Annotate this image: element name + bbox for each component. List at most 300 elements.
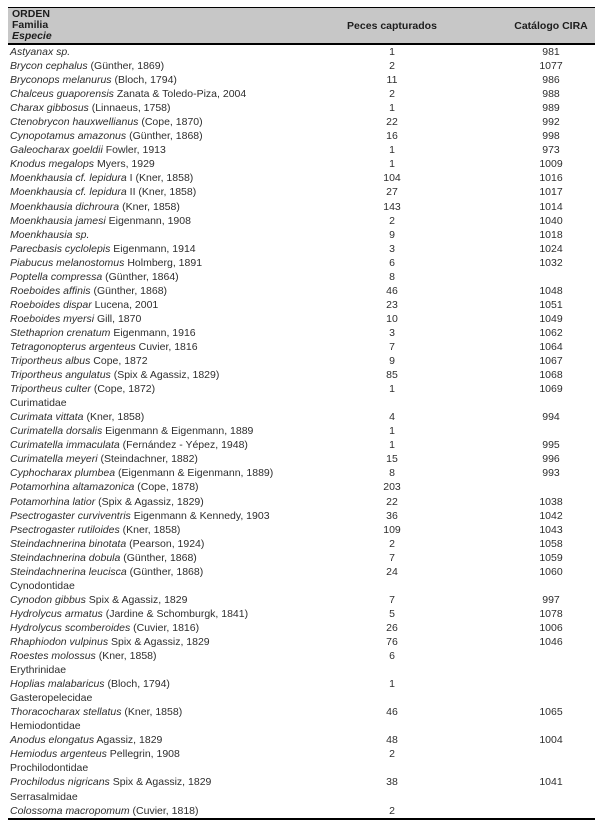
captured-count-cell: 9 <box>389 355 395 368</box>
catalog-number-cell: 1048 <box>539 284 563 297</box>
species-scientific-name: Moenkhausia sp. <box>10 228 90 241</box>
species-name-cell <box>8 186 330 198</box>
author-citation: (Spix & Agassiz, 1829) <box>110 369 220 382</box>
species-name-cell <box>8 299 330 311</box>
author-citation: (Spix & Agassiz, 1829) <box>95 495 204 508</box>
species-scientific-name: Galeocharax goeldii <box>10 144 103 157</box>
catalog-number-cell: 988 <box>542 88 560 101</box>
captured-count-cell: 16 <box>386 130 398 143</box>
table-row <box>8 607 595 621</box>
captured-count-cell: 23 <box>386 298 398 311</box>
author-citation: I (Kner, 1858) <box>126 172 194 185</box>
captured-count-cell: 46 <box>386 706 398 719</box>
author-citation: Zanata & Toledo-Piza, 2004 <box>113 88 247 101</box>
species-scientific-name: Hydrolycus armatus <box>10 607 103 620</box>
family-name-cell <box>8 692 330 704</box>
table-row <box>8 649 595 663</box>
captured-count-cell: 5 <box>389 607 395 620</box>
species-name-cell <box>8 327 330 339</box>
captured-count-cell: 104 <box>383 172 401 185</box>
table-row <box>8 298 595 312</box>
species-scientific-name: Potamorhina latior <box>10 495 96 508</box>
captured-count-cell: 1 <box>389 425 395 438</box>
author-citation: Eigenmann & Kennedy, 1903 <box>130 509 270 522</box>
captured-count-cell: 143 <box>383 200 401 213</box>
table-row <box>8 747 595 761</box>
family-name-cell <box>8 720 330 732</box>
header-orden-label: ORDEN <box>12 8 50 20</box>
table-row <box>8 228 595 242</box>
table-row <box>8 733 595 747</box>
table-row <box>8 523 595 537</box>
author-citation: Eigenmann & Eigenmann, 1889 <box>102 425 254 438</box>
species-scientific-name: Moenkhausia cf. lepidura <box>10 172 127 185</box>
species-name-cell <box>8 538 330 550</box>
species-name-cell <box>8 748 330 760</box>
species-name-cell <box>8 369 330 381</box>
catalog-number-cell: 993 <box>542 467 560 480</box>
author-citation: Gill, 1870 <box>94 312 142 325</box>
table-row <box>8 775 595 789</box>
table-row <box>8 410 595 424</box>
author-citation: Lucena, 2001 <box>91 298 159 311</box>
catalog-number-cell: 1060 <box>539 565 563 578</box>
species-scientific-name: Roeboides dispar <box>10 298 92 311</box>
author-citation: Agassiz, 1829 <box>94 734 163 747</box>
author-citation: (Cope, 1878) <box>134 481 199 494</box>
captured-count-cell: 48 <box>386 734 398 747</box>
table-row <box>8 242 595 256</box>
author-citation: (Cuvier, 1818) <box>129 804 199 817</box>
species-name-cell <box>8 453 330 465</box>
species-name-cell <box>8 341 330 353</box>
catalog-number-cell: 1040 <box>539 214 563 227</box>
captured-count-cell: 76 <box>386 635 398 648</box>
species-name-cell <box>8 88 330 100</box>
table-row <box>8 200 595 214</box>
species-scientific-name: Colossoma macropomum <box>10 804 130 817</box>
captured-count-cell: 85 <box>386 369 398 382</box>
table-body <box>8 45 595 820</box>
captured-count-cell: 7 <box>389 551 395 564</box>
species-scientific-name: Stethaprion crenatum <box>10 326 111 339</box>
species-name-cell <box>8 622 330 634</box>
species-name-cell <box>8 257 330 269</box>
species-scientific-name: Moenkhausia jamesi <box>10 214 106 227</box>
author-citation: (Günther, 1868) <box>90 284 168 297</box>
captured-count-cell: 2 <box>389 804 395 817</box>
catalog-number-cell: 1006 <box>539 621 563 634</box>
author-citation: Spix & Agassiz, 1829 <box>109 776 212 789</box>
author-citation: (Cope, 1870) <box>138 116 203 129</box>
species-scientific-name: Moenkhausia dichroura <box>10 200 120 213</box>
captured-count-cell: 1 <box>389 46 395 59</box>
table-row <box>8 368 595 382</box>
species-name-cell <box>8 425 330 437</box>
author-citation: (Günther, 1868) <box>126 130 203 143</box>
table-row <box>8 438 595 452</box>
author-citation: (Cuvier, 1816) <box>130 621 200 634</box>
author-citation: (Jardine & Schomburgk, 1841) <box>102 607 249 620</box>
species-scientific-name: Hydrolycus scomberoides <box>10 621 131 634</box>
species-scientific-name: Triportheus albus <box>10 355 91 368</box>
species-name-cell <box>8 355 330 367</box>
table-row <box>8 129 595 143</box>
species-scientific-name: Anodus elongatus <box>10 734 95 747</box>
catalog-number-cell: 1062 <box>539 326 563 339</box>
species-name-cell <box>8 439 330 451</box>
species-scientific-name: Roeboides affinis <box>10 284 91 297</box>
species-scientific-name: Steindachnerina binotata <box>10 537 127 550</box>
table-row <box>8 593 595 607</box>
table-row <box>8 143 595 157</box>
family-name: Serrasalmidae <box>10 790 78 803</box>
species-scientific-name: Potamorhina altamazonica <box>10 481 135 494</box>
species-scientific-name: Psectrogaster rutiloides <box>10 523 120 536</box>
species-scientific-name: Parecbasis cyclolepis <box>10 242 111 255</box>
species-name-cell <box>8 158 330 170</box>
author-citation: (Günther, 1869) <box>87 60 165 73</box>
catalog-number-cell: 981 <box>542 46 560 59</box>
species-name-cell <box>8 594 330 606</box>
author-citation: (Fernández - Yépez, 1948) <box>119 439 248 452</box>
catalog-number-cell: 1018 <box>539 228 563 241</box>
catalog-number-cell: 989 <box>542 102 560 115</box>
species-scientific-name: Poptella compressa <box>10 270 103 283</box>
captured-count-cell: 8 <box>389 270 395 283</box>
species-name-cell <box>8 608 330 620</box>
species-scientific-name: Ctenobrycon hauxwellianus <box>10 116 139 129</box>
species-scientific-name: Curimatella dorsalis <box>10 425 103 438</box>
catalog-number-cell: 1069 <box>539 383 563 396</box>
species-name-cell <box>8 776 330 788</box>
species-scientific-name: Tetragonopterus argenteus <box>10 341 136 353</box>
species-scientific-name: Thoracocharax stellatus <box>10 706 122 719</box>
catalog-number-cell: 1004 <box>539 734 563 747</box>
family-name-cell <box>8 580 330 592</box>
family-row <box>8 691 595 705</box>
captured-count-cell: 1 <box>389 158 395 171</box>
captured-count-cell: 6 <box>389 650 395 663</box>
species-name-cell <box>8 60 330 72</box>
species-scientific-name: Astyanax sp. <box>10 46 71 59</box>
captured-count-cell: 3 <box>389 326 395 339</box>
table-row <box>8 466 595 480</box>
catalog-number-cell: 995 <box>542 439 560 452</box>
species-scientific-name: Curimata vittata <box>10 411 84 424</box>
captured-count-cell: 7 <box>389 341 395 353</box>
catalog-number-cell: 1041 <box>539 776 563 789</box>
author-citation: (Kner, 1858) <box>95 650 157 663</box>
catalog-number-cell: 1078 <box>539 607 563 620</box>
author-citation: Eigenmann, 1916 <box>110 326 196 339</box>
table-row <box>8 495 595 509</box>
species-name-cell <box>8 313 330 325</box>
table-row <box>8 256 595 270</box>
table-row <box>8 115 595 129</box>
table-row <box>8 705 595 719</box>
captured-count-cell: 1 <box>389 144 395 157</box>
header-catalog-column: Catálogo CIRA <box>514 19 588 32</box>
table-row <box>8 101 595 115</box>
species-scientific-name: Bryconops melanurus <box>10 74 112 87</box>
table-row <box>8 59 595 73</box>
species-table <box>8 7 595 820</box>
catalog-number-cell: 1024 <box>539 242 563 255</box>
family-name-cell <box>8 397 330 409</box>
family-name-cell <box>8 762 330 774</box>
catalog-number-cell: 1032 <box>539 256 563 269</box>
species-scientific-name: Cynodon gibbus <box>10 593 86 606</box>
family-name: Prochilodontidae <box>10 762 89 775</box>
family-row <box>8 579 595 593</box>
captured-count-cell: 9 <box>389 228 395 241</box>
species-scientific-name: Curimatella meyeri <box>10 453 98 466</box>
species-scientific-name: Charax gibbosus <box>10 102 89 115</box>
catalog-number-cell: 1016 <box>539 172 563 185</box>
captured-count-cell: 36 <box>386 509 398 522</box>
species-name-cell <box>8 243 330 255</box>
author-citation: II (Kner, 1858) <box>126 186 197 199</box>
captured-count-cell: 1 <box>389 383 395 396</box>
species-scientific-name: Hemiodus argenteus <box>10 748 107 761</box>
species-scientific-name: Curimatella immaculata <box>10 439 120 452</box>
captured-count-cell: 7 <box>389 593 395 606</box>
catalog-number-cell: 997 <box>542 593 560 606</box>
catalog-number-cell: 996 <box>542 453 560 466</box>
captured-count-cell: 3 <box>389 242 395 255</box>
header-taxon-column <box>8 9 330 42</box>
species-name-cell <box>8 229 330 241</box>
table-row <box>8 185 595 199</box>
captured-count-cell: 15 <box>386 453 398 466</box>
species-name-cell <box>8 510 330 522</box>
species-name-cell <box>8 805 330 817</box>
family-name: Gasteropelecidae <box>10 692 93 705</box>
table-row <box>8 326 595 340</box>
species-name-cell <box>8 271 330 283</box>
catalog-number-cell: 992 <box>542 116 560 129</box>
author-citation: (Kner, 1858) <box>83 411 145 424</box>
species-scientific-name: Psectrogaster curviventris <box>10 509 131 522</box>
author-citation: (Cope, 1872) <box>90 383 156 396</box>
species-scientific-name: Cyphocharax plumbea <box>10 467 116 480</box>
catalog-number-cell: 1077 <box>539 60 563 73</box>
captured-count-cell: 27 <box>386 186 398 199</box>
species-name-cell <box>8 496 330 508</box>
captured-count-cell: 109 <box>383 523 401 536</box>
species-name-cell <box>8 566 330 578</box>
family-row <box>8 719 595 733</box>
species-scientific-name: Brycon cephalus <box>10 60 88 73</box>
captured-count-cell: 2 <box>389 748 395 761</box>
family-name: Erythrinidae <box>10 664 67 677</box>
species-name-cell <box>8 481 330 493</box>
species-name-cell <box>8 650 330 662</box>
table-row <box>8 509 595 523</box>
author-citation: Holmberg, 1891 <box>124 256 203 269</box>
author-citation: (Eigenmann & Eigenmann, 1889) <box>115 467 274 480</box>
captured-count-cell: 2 <box>389 537 395 550</box>
author-citation: Spix & Agassiz, 1829 <box>108 635 210 648</box>
captured-count-cell: 2 <box>389 214 395 227</box>
species-scientific-name: Steindachnerina dobula <box>10 551 121 564</box>
catalog-number-cell: 994 <box>542 411 560 424</box>
catalog-number-cell: 973 <box>542 144 560 157</box>
table-row <box>8 424 595 438</box>
table-row <box>8 621 595 635</box>
captured-count-cell: 2 <box>389 88 395 101</box>
captured-count-cell: 203 <box>383 481 401 494</box>
captured-count-cell: 1 <box>389 102 395 115</box>
table-row <box>8 382 595 396</box>
table-row <box>8 635 595 649</box>
species-scientific-name: Triportheus culter <box>10 383 91 396</box>
author-citation: (Günther, 1868) <box>120 551 197 564</box>
author-citation: Myers, 1929 <box>94 158 155 171</box>
catalog-number-cell: 1067 <box>539 355 563 368</box>
species-scientific-name: Roeboides myersi <box>10 312 95 325</box>
table-row <box>8 551 595 565</box>
captured-count-cell: 8 <box>389 467 395 480</box>
author-citation: (Kner, 1858) <box>121 706 183 719</box>
species-scientific-name: Rhaphiodon vulpinus <box>10 635 109 648</box>
species-scientific-name: Steindachnerina leucisca <box>10 565 127 578</box>
catalog-number-cell: 1017 <box>539 186 563 199</box>
species-scientific-name: Knodus megalops <box>10 158 95 171</box>
species-name-cell <box>8 552 330 564</box>
table-row <box>8 157 595 171</box>
species-name-cell <box>8 411 330 423</box>
species-name-cell <box>8 285 330 297</box>
family-name: Hemiodontidae <box>10 720 81 733</box>
captured-count-cell: 10 <box>386 312 398 325</box>
author-citation: (Bloch, 1794) <box>111 74 177 87</box>
captured-count-cell: 38 <box>386 776 398 789</box>
captured-count-cell: 26 <box>386 621 398 634</box>
species-name-cell <box>8 215 330 227</box>
author-citation: Fowler, 1913 <box>102 144 166 157</box>
author-citation: (Linnaeus, 1758) <box>88 102 171 115</box>
author-citation: Cope, 1872 <box>90 355 148 368</box>
catalog-number-cell: 1038 <box>539 495 563 508</box>
species-scientific-name: Cynopotamus amazonus <box>10 130 127 143</box>
captured-count-cell: 4 <box>389 411 395 424</box>
family-name-cell <box>8 791 330 803</box>
header-familia-label: Familia <box>12 19 49 31</box>
table-row <box>8 270 595 284</box>
table-row <box>8 452 595 466</box>
species-scientific-name: Hoplias malabaricus <box>10 678 105 691</box>
author-citation: (Pearson, 1924) <box>126 537 205 550</box>
table-row <box>8 45 595 59</box>
family-row <box>8 396 595 410</box>
species-name-cell <box>8 383 330 395</box>
table-row <box>8 480 595 494</box>
catalog-number-cell: 1042 <box>539 509 563 522</box>
species-name-cell <box>8 201 330 213</box>
table-row <box>8 354 595 368</box>
species-name-cell <box>8 130 330 142</box>
author-citation: Pellegrin, 1908 <box>106 748 180 761</box>
author-citation: (Günther, 1864) <box>102 270 179 283</box>
table-row <box>8 312 595 326</box>
species-name-cell <box>8 706 330 718</box>
family-row <box>8 663 595 677</box>
species-scientific-name: Roestes molossus <box>10 650 96 663</box>
catalog-number-cell: 1059 <box>539 551 563 564</box>
species-name-cell <box>8 636 330 648</box>
table-row <box>8 73 595 87</box>
species-scientific-name: Prochilodus nigricans <box>10 776 110 789</box>
author-citation: (Kner, 1858) <box>119 200 180 213</box>
author-citation: Spix & Agassiz, 1829 <box>85 593 188 606</box>
catalog-number-cell: 1058 <box>539 537 563 550</box>
captured-count-cell: 22 <box>386 495 398 508</box>
author-citation: Eigenmann, 1908 <box>105 214 191 227</box>
author-citation: Eigenmann, 1914 <box>110 242 196 255</box>
author-citation: (Kner, 1858) <box>119 523 181 536</box>
catalog-number-cell: 986 <box>542 74 560 87</box>
captured-count-cell: 1 <box>389 439 395 452</box>
catalog-number-cell: 1009 <box>539 158 563 171</box>
table-row <box>8 677 595 691</box>
catalog-number-cell: 1064 <box>539 341 563 353</box>
species-name-cell <box>8 116 330 128</box>
catalog-number-cell: 1051 <box>539 298 563 311</box>
captured-count-cell: 11 <box>386 74 398 87</box>
family-row <box>8 789 595 803</box>
catalog-number-cell: 1065 <box>539 706 563 719</box>
species-name-cell <box>8 172 330 184</box>
header-especie-label: Especie <box>12 30 52 42</box>
captured-count-cell: 2 <box>389 60 395 73</box>
author-citation: Cuvier, 1816 <box>135 341 198 353</box>
family-name: Curimatidae <box>10 397 67 410</box>
author-citation: (Steindachner, 1882) <box>97 453 198 466</box>
captured-count-cell: 22 <box>386 116 398 129</box>
captured-count-cell: 6 <box>389 256 395 269</box>
catalog-number-cell: 1046 <box>539 635 563 648</box>
species-name-cell <box>8 74 330 86</box>
species-name-cell <box>8 678 330 690</box>
species-scientific-name: Moenkhausia cf. lepidura <box>10 186 127 199</box>
captured-count-cell: 1 <box>389 678 395 691</box>
table-row <box>8 804 595 818</box>
table-row <box>8 284 595 298</box>
family-name-cell <box>8 664 330 676</box>
captured-count-cell: 46 <box>386 284 398 297</box>
family-row <box>8 761 595 775</box>
table-row <box>8 214 595 228</box>
family-name: Cynodontidae <box>10 579 75 592</box>
catalog-number-cell: 1068 <box>539 369 563 382</box>
table-row <box>8 171 595 185</box>
species-name-cell <box>8 734 330 746</box>
species-name-cell <box>8 102 330 114</box>
table-row <box>8 537 595 551</box>
species-scientific-name: Piabucus melanostomus <box>10 256 125 269</box>
table-row <box>8 340 595 354</box>
species-scientific-name: Triportheus angulatus <box>10 369 111 382</box>
header-count-column: Peces capturados <box>347 19 437 32</box>
species-name-cell <box>8 46 330 58</box>
species-scientific-name: Chalceus guaporensis <box>10 88 114 101</box>
species-name-cell <box>8 144 330 156</box>
species-name-cell <box>8 524 330 536</box>
species-name-cell <box>8 467 330 479</box>
table-row <box>8 87 595 101</box>
